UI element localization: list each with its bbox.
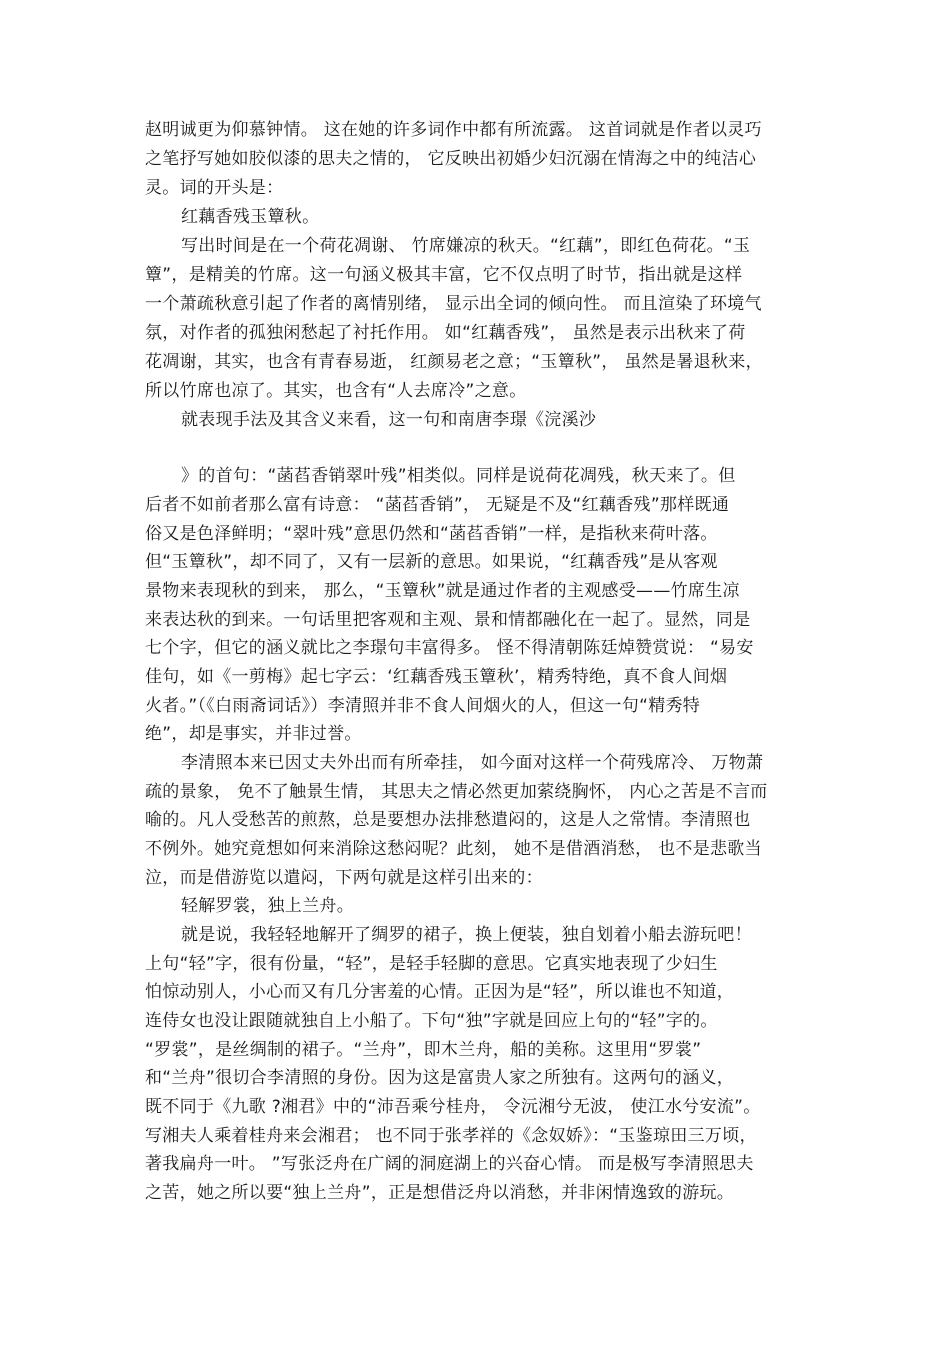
- text-line: 花凋谢，其实，也含有青春易逝， 红颜易老之意；“玉簟秋”， 虽然是暑退秋来，: [145, 352, 763, 372]
- text-line: 不例外。她究竟想如何来消除这愁闷呢？此刻， 她不是借酒消愁， 也不是悲歌当: [145, 839, 762, 859]
- text-line: 就表现手法及其含义来看，这一句和南唐李璟《浣溪沙: [181, 410, 597, 430]
- text-line: 》的首句：“菡萏香销翠叶残”相类似。同样是说荷花凋残，秋天来了。但: [181, 466, 736, 486]
- text-line: 后者不如前者那么富有诗意： “菡萏香销”， 无疑是不及“红藕香残”那样既通: [145, 495, 730, 515]
- text-line: 著我扁舟一叶。 ”写张泛舟在广阔的洞庭湖上的兴奋心情。 而是极写李清照思夫: [145, 1154, 754, 1174]
- text-line: 写出时间是在一个荷花凋谢、 竹席嫌凉的秋天。“红藕”，即红色荷花。“玉: [181, 236, 751, 256]
- text-line: 灵。词的开头是：: [145, 178, 284, 198]
- text-line: 和“兰舟”很切合李清照的身份。因为这是富贵人家之所独有。这两句的涵义，: [145, 1068, 735, 1088]
- text-line: 俗又是色泽鲜明；“翠叶残”意思仍然和“菡萏香销”一样，是指秋来荷叶落。: [145, 524, 718, 544]
- text-line: 氛，对作者的孤独闲愁起了衬托作用。 如“红藕香残”， 虽然是表示出秋来了荷: [145, 323, 746, 343]
- text-line: 就是说，我轻轻地解开了绸罗的裙子，换上便装，独自划着小船去游玩吧！: [181, 925, 752, 945]
- text-line: 轻解罗裳，独上兰舟。: [181, 896, 354, 916]
- text-line: 红藕香残玉簟秋。: [181, 207, 320, 227]
- text-line: 景物来表现秋的到来， 那么，“玉簟秋”就是通过作者的主观感受——竹席生凉: [145, 581, 740, 601]
- text-line: 泣，而是借游览以遣闷，下两句就是这样引出来的：: [145, 868, 543, 888]
- text-line: 火者。”（《白雨斋词话》）李清照并非不食人间烟火的人，但这一句“精秀特: [145, 696, 701, 716]
- text-line: 疏的景象， 免不了触景生情， 其思夫之情必然更加萦绕胸怀， 内心之苦是不言而: [145, 782, 768, 802]
- text-line: “罗裳”，是丝绸制的裙子。“兰舟”，即木兰舟，船的美称。这里用“罗裳”: [145, 1040, 702, 1060]
- text-line: 赵明诚更为仰慕钟情。 这在她的许多词作中都有所流露。 这首词就是作者以灵巧: [145, 120, 762, 140]
- text-line: 李清照本来已因丈夫外出而有所牵挂， 如今面对这样一个荷残席冷、 万物萧: [181, 753, 764, 773]
- text-line: 怕惊动别人，小心而又有几分害羞的心情。正因为是“轻”，所以谁也不知道，: [145, 982, 735, 1002]
- text-line: 喻的。凡人受愁苦的煎熬，总是要想办法排愁遣闷的，这是人之常情。李清照也: [145, 810, 751, 830]
- text-line: 但“玉簟秋”，却不同了，又有一层新的意思。如果说，“红藕香残”是从客观: [145, 552, 718, 572]
- text-line: 之苦，她之所以要“独上兰舟”，正是想借泛舟以消愁，并非闲情逸致的游玩。: [145, 1183, 735, 1203]
- text-line: 写湘夫人乘着桂舟来会湘君； 也不同于张孝祥的《念奴娇》：“玉鉴琼田三万顷，: [145, 1126, 757, 1146]
- text-line: 所以竹席也凉了。其实，也含有“人去席冷”之意。: [145, 381, 527, 401]
- text-line: 来表达秋的到来。一句话里把客观和主观、景和情都融化在一起了。显然，同是: [145, 610, 751, 630]
- text-line: 佳句，如《一剪梅》起七字云：‘红藕香残玉簟秋’，精秀特绝，真不食人间烟: [145, 667, 728, 687]
- text-line: 一个萧疏秋意引起了作者的离情别绪， 显示出全词的倾向性。 而且渲染了环境气: [145, 294, 762, 314]
- text-line: 连侍女也没让跟随就独自上小船了。下句“独”字就是回应上句的“轻”字的。: [145, 1011, 718, 1031]
- text-line: 绝”，却是事实，并非过誉。: [145, 724, 362, 744]
- text-line: 之笔抒写她如胶似漆的思夫之情的， 它反映出初婚少妇沉溺在情海之中的纯洁心: [145, 149, 757, 169]
- text-line: 上句“轻”字，很有份量，“轻”，是轻手轻脚的意思。它真实地表现了少妇生: [145, 954, 718, 974]
- text-line: 七个字，但它的涵义就比之李璟句丰富得多。 怪不得清朝陈廷焯赞赏说： “易安: [145, 638, 754, 658]
- text-line: 既不同于《九歌 ?湘君》中的“沛吾乘兮桂舟， 令沅湘兮无波， 使江水兮安流”。: [145, 1097, 761, 1117]
- text-line: 簟”，是精美的竹席。这一句涵义极其丰富，它不仅点明了时节，指出就是这样: [145, 265, 743, 285]
